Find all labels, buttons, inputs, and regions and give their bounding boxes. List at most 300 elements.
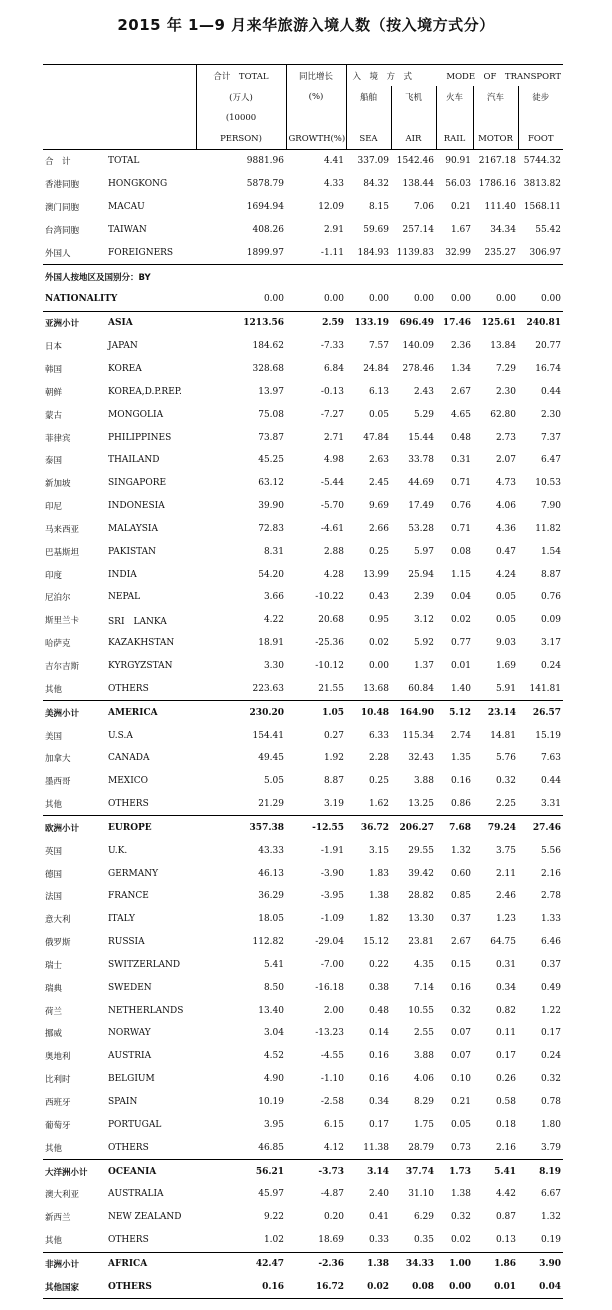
cell-air: 29.55 xyxy=(408,845,434,856)
table-row xyxy=(43,954,563,977)
row-label-en: NETHERLANDS xyxy=(108,1005,184,1016)
cell-total: 39.90 xyxy=(258,501,284,512)
cell-foot: 0.24 xyxy=(540,1051,561,1062)
header-sea-cn: 船舶 xyxy=(359,92,377,103)
cell-growth: -29.04 xyxy=(315,937,344,948)
cell-foot: 0.76 xyxy=(540,592,561,603)
row-label-en: CANADA xyxy=(108,753,150,764)
cell-total: 10.19 xyxy=(258,1097,284,1108)
cell-rail: 0.76 xyxy=(450,501,471,512)
cell-sea: 0.17 xyxy=(368,1119,389,1130)
row-label-en: FOREIGNERS xyxy=(108,247,174,258)
cell-motor: 0.00 xyxy=(495,294,516,305)
table-row xyxy=(43,816,563,839)
row-label-cn: 尼泊尔 xyxy=(45,593,71,604)
table-row xyxy=(43,677,563,700)
cell-sea: 2.40 xyxy=(368,1189,389,1200)
row-label-cn: 巴基斯坦 xyxy=(45,547,80,558)
cell-rail: 0.71 xyxy=(450,523,471,534)
cell-rail: 0.08 xyxy=(450,546,471,557)
cell-motor: 0.11 xyxy=(495,1028,516,1039)
cell-rail: 1.67 xyxy=(450,224,471,235)
cell-air: 164.90 xyxy=(391,701,436,724)
cell-motor: 4.73 xyxy=(495,478,516,489)
cell-rail: 4.65 xyxy=(450,409,471,420)
cell-total: 13.40 xyxy=(258,1005,284,1016)
cell-air: 5.92 xyxy=(413,638,434,649)
cell-sea: 59.69 xyxy=(363,224,389,235)
cell-foot: 15.19 xyxy=(535,730,561,741)
table-row xyxy=(43,1206,563,1229)
cell-motor: 1786.16 xyxy=(478,179,516,190)
cell-rail: 0.60 xyxy=(450,868,471,879)
cell-total: 4.52 xyxy=(263,1051,284,1062)
table-row xyxy=(43,885,563,908)
cell-motor: 0.17 xyxy=(495,1051,516,1062)
cell-total: 13.97 xyxy=(258,386,284,397)
cell-motor: 7.29 xyxy=(495,364,516,375)
cell-total: 1.02 xyxy=(263,1235,284,1246)
cell-rail: 0.85 xyxy=(450,891,471,902)
cell-rail: 0.21 xyxy=(450,1097,471,1108)
cell-rail: 1.38 xyxy=(450,1189,471,1200)
cell-motor: 62.80 xyxy=(490,409,516,420)
row-label-cn: 马来西亚 xyxy=(45,524,80,535)
cell-sea: 0.16 xyxy=(368,1074,389,1085)
cell-sea: 0.25 xyxy=(368,546,389,557)
row-label-en: BELGIUM xyxy=(108,1074,155,1085)
row-label-en: INDONESIA xyxy=(108,501,165,512)
cell-motor: 9.03 xyxy=(495,638,516,649)
cell-sea: 0.00 xyxy=(368,660,389,671)
cell-growth: -5.70 xyxy=(320,501,344,512)
cell-growth: -5.44 xyxy=(320,478,344,489)
row-label-en: OCEANIA xyxy=(106,1160,196,1183)
cell-foot: 7.37 xyxy=(540,432,561,443)
cell-motor: 3.75 xyxy=(495,845,516,856)
cell-rail: 2.36 xyxy=(450,341,471,352)
cell-foot: 240.81 xyxy=(518,311,563,334)
cell-foot: 16.74 xyxy=(535,364,561,375)
cell-motor: 5.41 xyxy=(473,1160,518,1183)
cell-growth: 3.19 xyxy=(323,799,344,810)
cell-sea: 15.12 xyxy=(363,937,389,948)
cell-air: 115.34 xyxy=(402,730,434,741)
cell-rail: 1.32 xyxy=(450,845,471,856)
row-label-en: PAKISTAN xyxy=(108,546,157,557)
cell-motor: 0.47 xyxy=(495,546,516,557)
row-label-cn: 合 计 xyxy=(45,157,71,168)
cell-air: 6.29 xyxy=(413,1212,434,1223)
cell-foot: 1.22 xyxy=(540,1005,561,1016)
cell-sea: 0.02 xyxy=(368,638,389,649)
cell-total: 112.82 xyxy=(252,937,284,948)
row-label-cn: 韩国 xyxy=(45,365,63,376)
cell-foot: 8.19 xyxy=(518,1160,563,1183)
cell-rail: 0.10 xyxy=(450,1074,471,1085)
row-label-en: INDIA xyxy=(108,569,137,580)
header-mode-cn: 入 境 方 式 xyxy=(352,71,413,82)
cell-sea: 0.14 xyxy=(368,1028,389,1039)
row-label-cn: 菲律宾 xyxy=(45,433,71,444)
cell-air: 138.44 xyxy=(402,179,434,190)
cell-total: 1694.94 xyxy=(246,202,284,213)
cell-air: 23.81 xyxy=(408,937,434,948)
table-row xyxy=(43,1275,563,1298)
cell-air: 696.49 xyxy=(391,311,436,334)
cell-sea: 0.43 xyxy=(368,592,389,603)
row-label-en: JAPAN xyxy=(108,341,138,352)
row-label-cn: 印尼 xyxy=(45,502,63,513)
cell-motor: 4.42 xyxy=(495,1189,516,1200)
header-motor-en: MOTOR xyxy=(478,133,513,144)
row-label-cn: 其他 xyxy=(45,684,63,695)
cell-growth: 1.05 xyxy=(286,701,346,724)
cell-air: 140.09 xyxy=(402,341,434,352)
cell-air: 33.78 xyxy=(408,455,434,466)
cell-total: 75.08 xyxy=(258,409,284,420)
cell-air: 1542.46 xyxy=(396,156,434,167)
cell-total: 3.30 xyxy=(263,660,284,671)
header-total: 合计 TOTAL xyxy=(213,71,269,82)
cell-air: 39.42 xyxy=(408,868,434,879)
row-label-en: AUSTRALIA xyxy=(108,1189,164,1200)
cell-sea: 0.48 xyxy=(368,1005,389,1016)
cell-growth: 0.20 xyxy=(323,1212,344,1223)
row-label-en: PORTUGAL xyxy=(108,1119,162,1130)
table-row xyxy=(43,311,563,334)
row-label-cn: 外国人 xyxy=(45,248,71,259)
row-label-en: MALAYSIA xyxy=(108,523,158,534)
cell-sea: 0.25 xyxy=(368,776,389,787)
cell-motor: 2.25 xyxy=(495,799,516,810)
cell-motor: 125.61 xyxy=(473,311,518,334)
cell-sea: 13.68 xyxy=(363,683,389,694)
cell-air: 3.12 xyxy=(413,615,434,626)
cell-air: 44.69 xyxy=(408,478,434,489)
row-label-cn: 奥地利 xyxy=(45,1052,71,1063)
row-label-cn: 英国 xyxy=(45,846,63,857)
row-label-cn: 其他 xyxy=(45,800,63,811)
table-row xyxy=(43,1183,563,1206)
cell-sea: 337.09 xyxy=(357,156,389,167)
cell-total: 328.68 xyxy=(252,364,284,375)
cell-motor: 0.82 xyxy=(495,1005,516,1016)
row-label-cn: 西班牙 xyxy=(45,1098,71,1109)
cell-sea: 1.38 xyxy=(346,1252,391,1275)
cell-total: 3.66 xyxy=(263,592,284,603)
cell-growth: -1.11 xyxy=(320,247,344,258)
cell-motor: 1.86 xyxy=(473,1252,518,1275)
cell-foot: 0.24 xyxy=(540,660,561,671)
table-row xyxy=(43,1113,563,1136)
cell-growth: -4.87 xyxy=(320,1189,344,1200)
cell-air: 2.39 xyxy=(413,592,434,603)
cell-foot: 0.49 xyxy=(540,982,561,993)
cell-air: 5.97 xyxy=(413,546,434,557)
cell-rail: 90.91 xyxy=(445,156,471,167)
cell-growth: -1.09 xyxy=(320,914,344,925)
header-foot-cn: 徒步 xyxy=(532,92,550,103)
table-row xyxy=(43,358,563,381)
cell-rail: 17.46 xyxy=(436,311,473,334)
cell-growth: 6.84 xyxy=(323,364,344,375)
cell-growth: 2.00 xyxy=(323,1005,344,1016)
cell-growth: 2.91 xyxy=(323,224,344,235)
cell-rail: 0.00 xyxy=(450,294,471,305)
cell-rail: 0.71 xyxy=(450,478,471,489)
cell-sea: 2.45 xyxy=(368,478,389,489)
table-row xyxy=(43,495,563,518)
header-air-en: AIR xyxy=(405,133,422,144)
row-label-en: MONGOLIA xyxy=(108,409,164,420)
cell-sea: 1.83 xyxy=(368,868,389,879)
cell-motor: 0.18 xyxy=(495,1119,516,1130)
cell-growth: 2.88 xyxy=(323,546,344,557)
cell-foot: 3813.82 xyxy=(523,179,561,190)
cell-air: 31.10 xyxy=(408,1189,434,1200)
row-label-cn: 意大利 xyxy=(45,915,71,926)
cell-air: 34.33 xyxy=(391,1252,436,1275)
cell-motor: 0.01 xyxy=(473,1275,518,1298)
cell-sea: 184.93 xyxy=(357,247,389,258)
row-label-cn: 欧洲小计 xyxy=(43,816,106,839)
row-label-en: AFRICA xyxy=(106,1252,196,1275)
cell-total: 8.31 xyxy=(263,546,284,557)
row-label-en: SINGAPORE xyxy=(108,478,167,489)
cell-air: 13.25 xyxy=(408,799,434,810)
cell-rail: 0.77 xyxy=(450,638,471,649)
table-row xyxy=(43,724,563,747)
cell-growth: -16.18 xyxy=(315,982,344,993)
cell-total: 73.87 xyxy=(258,432,284,443)
cell-total: 357.38 xyxy=(196,816,286,839)
cell-foot: 141.81 xyxy=(529,683,561,694)
cell-motor: 2.46 xyxy=(495,891,516,902)
row-label-cn: 瑞典 xyxy=(45,983,63,994)
nationality-label-2: NATIONALITY xyxy=(45,294,118,305)
cell-motor: 5.91 xyxy=(495,683,516,694)
table-row xyxy=(43,426,563,449)
cell-growth: -0.13 xyxy=(320,386,344,397)
cell-sea: 1.62 xyxy=(368,799,389,810)
cell-foot: 6.46 xyxy=(540,937,561,948)
row-label-en: MACAU xyxy=(108,202,145,213)
row-label-cn: 德国 xyxy=(45,869,63,880)
cell-total: 18.91 xyxy=(258,638,284,649)
header-motor-cn: 汽车 xyxy=(486,92,504,103)
cell-air: 0.35 xyxy=(413,1235,434,1246)
row-label-cn: 荷兰 xyxy=(45,1006,63,1017)
cell-total: 45.25 xyxy=(258,455,284,466)
cell-total: 63.12 xyxy=(258,478,284,489)
table-row xyxy=(43,1136,563,1159)
cell-rail: 0.02 xyxy=(450,1235,471,1246)
table-row xyxy=(43,1252,563,1275)
cell-foot: 27.46 xyxy=(518,816,563,839)
cell-sea: 9.69 xyxy=(368,501,389,512)
cell-growth: -12.55 xyxy=(286,816,346,839)
header-air-cn: 飞机 xyxy=(404,92,422,103)
row-label-cn: 墨西哥 xyxy=(45,777,71,788)
cell-air: 32.43 xyxy=(408,753,434,764)
row-label-en: OTHERS xyxy=(108,1235,149,1246)
cell-foot: 0.00 xyxy=(540,294,561,305)
cell-motor: 2.11 xyxy=(495,868,516,879)
cell-motor: 2.16 xyxy=(495,1142,516,1153)
cell-motor: 235.27 xyxy=(484,247,516,258)
row-label-cn: 非洲小计 xyxy=(43,1252,106,1275)
header-rail-en: RAIL xyxy=(443,133,466,144)
row-label-cn: 哈萨克 xyxy=(45,639,71,650)
cell-air: 3.88 xyxy=(413,1051,434,1062)
table-row xyxy=(43,518,563,541)
row-label-cn: 瑞士 xyxy=(45,960,63,971)
row-label-en: AUSTRIA xyxy=(108,1051,152,1062)
cell-growth: -7.27 xyxy=(320,409,344,420)
row-label-cn: 大洋洲小计 xyxy=(43,1160,106,1183)
cell-growth: 4.98 xyxy=(323,455,344,466)
cell-total: 36.29 xyxy=(258,891,284,902)
row-label-cn: 蒙古 xyxy=(45,410,63,421)
cell-motor: 0.32 xyxy=(495,776,516,787)
row-label-cn: 澳大利亚 xyxy=(45,1190,80,1201)
cell-air: 37.74 xyxy=(391,1160,436,1183)
row-label-en: KOREA,D.P.REP. xyxy=(108,386,182,397)
cell-foot: 1.33 xyxy=(540,914,561,925)
cell-motor: 111.40 xyxy=(484,202,516,213)
cell-growth: 8.87 xyxy=(323,776,344,787)
cell-growth: 4.12 xyxy=(323,1142,344,1153)
cell-sea: 0.95 xyxy=(368,615,389,626)
table-row xyxy=(43,449,563,472)
cell-foot: 2.30 xyxy=(540,409,561,420)
table-row xyxy=(43,839,563,862)
cell-motor: 4.24 xyxy=(495,569,516,580)
cell-foot: 2.78 xyxy=(540,891,561,902)
row-label-en: NORWAY xyxy=(108,1028,151,1039)
cell-growth: 12.09 xyxy=(318,202,344,213)
row-label-en: GERMANY xyxy=(108,868,159,879)
nationality-label-row xyxy=(43,265,563,288)
table-row xyxy=(43,1045,563,1068)
cell-growth: -7.00 xyxy=(320,959,344,970)
row-label-cn: 香港同胞 xyxy=(45,180,80,191)
cell-foot: 0.19 xyxy=(540,1235,561,1246)
table-row xyxy=(43,1022,563,1045)
cell-rail: 2.74 xyxy=(450,730,471,741)
row-label-cn: 亚洲小计 xyxy=(43,311,106,334)
cell-motor: 23.14 xyxy=(473,701,518,724)
cell-air: 1.37 xyxy=(413,660,434,671)
cell-foot: 0.04 xyxy=(518,1275,563,1298)
row-label-cn: 朝鲜 xyxy=(45,387,63,398)
cell-growth: -3.90 xyxy=(320,868,344,879)
cell-foot: 6.67 xyxy=(540,1189,561,1200)
row-label-en: MEXICO xyxy=(108,776,149,787)
cell-foot: 2.16 xyxy=(540,868,561,879)
cell-sea: 2.66 xyxy=(368,523,389,534)
cell-rail: 2.67 xyxy=(450,386,471,397)
cell-foot: 1568.11 xyxy=(523,202,561,213)
header-growth-en: GROWTH(%) xyxy=(288,133,346,144)
cell-motor: 2.73 xyxy=(495,432,516,443)
table-row xyxy=(43,770,563,793)
table-row xyxy=(43,173,563,196)
cell-sea: 3.14 xyxy=(346,1160,391,1183)
cell-rail: 0.05 xyxy=(450,1119,471,1130)
header-mode-en: MODE OF TRANSPORT xyxy=(446,71,561,82)
cell-total: 1899.97 xyxy=(246,247,284,258)
cell-foot: 0.37 xyxy=(540,959,561,970)
cell-air: 278.46 xyxy=(402,364,434,375)
cell-sea: 6.13 xyxy=(368,386,389,397)
cell-motor: 1.23 xyxy=(495,914,516,925)
row-label-en: AMERICA xyxy=(106,701,196,724)
table-row xyxy=(43,747,563,770)
cell-growth: 4.28 xyxy=(323,569,344,580)
cell-foot: 3.90 xyxy=(518,1252,563,1275)
cell-motor: 0.05 xyxy=(495,592,516,603)
cell-growth: -3.95 xyxy=(320,891,344,902)
cell-total: 45.97 xyxy=(258,1189,284,1200)
cell-total: 9881.96 xyxy=(246,156,284,167)
cell-air: 7.06 xyxy=(413,202,434,213)
cell-rail: 0.04 xyxy=(450,592,471,603)
cell-foot: 20.77 xyxy=(535,341,561,352)
cell-motor: 0.13 xyxy=(495,1235,516,1246)
cell-rail: 0.01 xyxy=(450,660,471,671)
cell-growth: 18.69 xyxy=(318,1235,344,1246)
header-total-unit-en: (10000 xyxy=(225,112,257,123)
cell-air: 1.75 xyxy=(413,1119,434,1130)
row-label-cn: 比利时 xyxy=(45,1075,71,1086)
cell-motor: 4.36 xyxy=(495,523,516,534)
row-label-en: U.K. xyxy=(108,845,128,856)
cell-rail: 2.67 xyxy=(450,937,471,948)
row-label-cn: 加拿大 xyxy=(45,754,71,765)
cell-foot: 0.44 xyxy=(540,776,561,787)
cell-rail: 0.32 xyxy=(450,1005,471,1016)
row-label-cn: 台湾同胞 xyxy=(45,225,80,236)
cell-total: 3.95 xyxy=(263,1119,284,1130)
cell-rail: 0.00 xyxy=(436,1275,473,1298)
header-rail-cn: 火车 xyxy=(445,92,463,103)
table-row xyxy=(43,563,563,586)
cell-growth: -7.33 xyxy=(320,341,344,352)
cell-total: 223.63 xyxy=(252,683,284,694)
cell-rail: 0.48 xyxy=(450,432,471,443)
row-label-en: OTHERS xyxy=(106,1275,196,1298)
cell-rail: 1.40 xyxy=(450,683,471,694)
cell-motor: 0.87 xyxy=(495,1212,516,1223)
cell-air: 8.29 xyxy=(413,1097,434,1108)
cell-sea: 7.57 xyxy=(368,341,389,352)
cell-foot: 5.56 xyxy=(540,845,561,856)
row-label-cn: 其他国家 xyxy=(43,1275,106,1298)
cell-sea: 0.16 xyxy=(368,1051,389,1062)
cell-total: 54.20 xyxy=(258,569,284,580)
cell-total: 8.50 xyxy=(263,982,284,993)
cell-total: 46.13 xyxy=(258,868,284,879)
cell-sea: 0.05 xyxy=(368,409,389,420)
row-label-cn: 澳门同胞 xyxy=(45,203,80,214)
row-label-cn: 新西兰 xyxy=(45,1213,71,1224)
cell-air: 257.14 xyxy=(402,224,434,235)
cell-growth: -10.12 xyxy=(315,660,344,671)
cell-sea: 6.33 xyxy=(368,730,389,741)
cell-rail: 1.34 xyxy=(450,364,471,375)
